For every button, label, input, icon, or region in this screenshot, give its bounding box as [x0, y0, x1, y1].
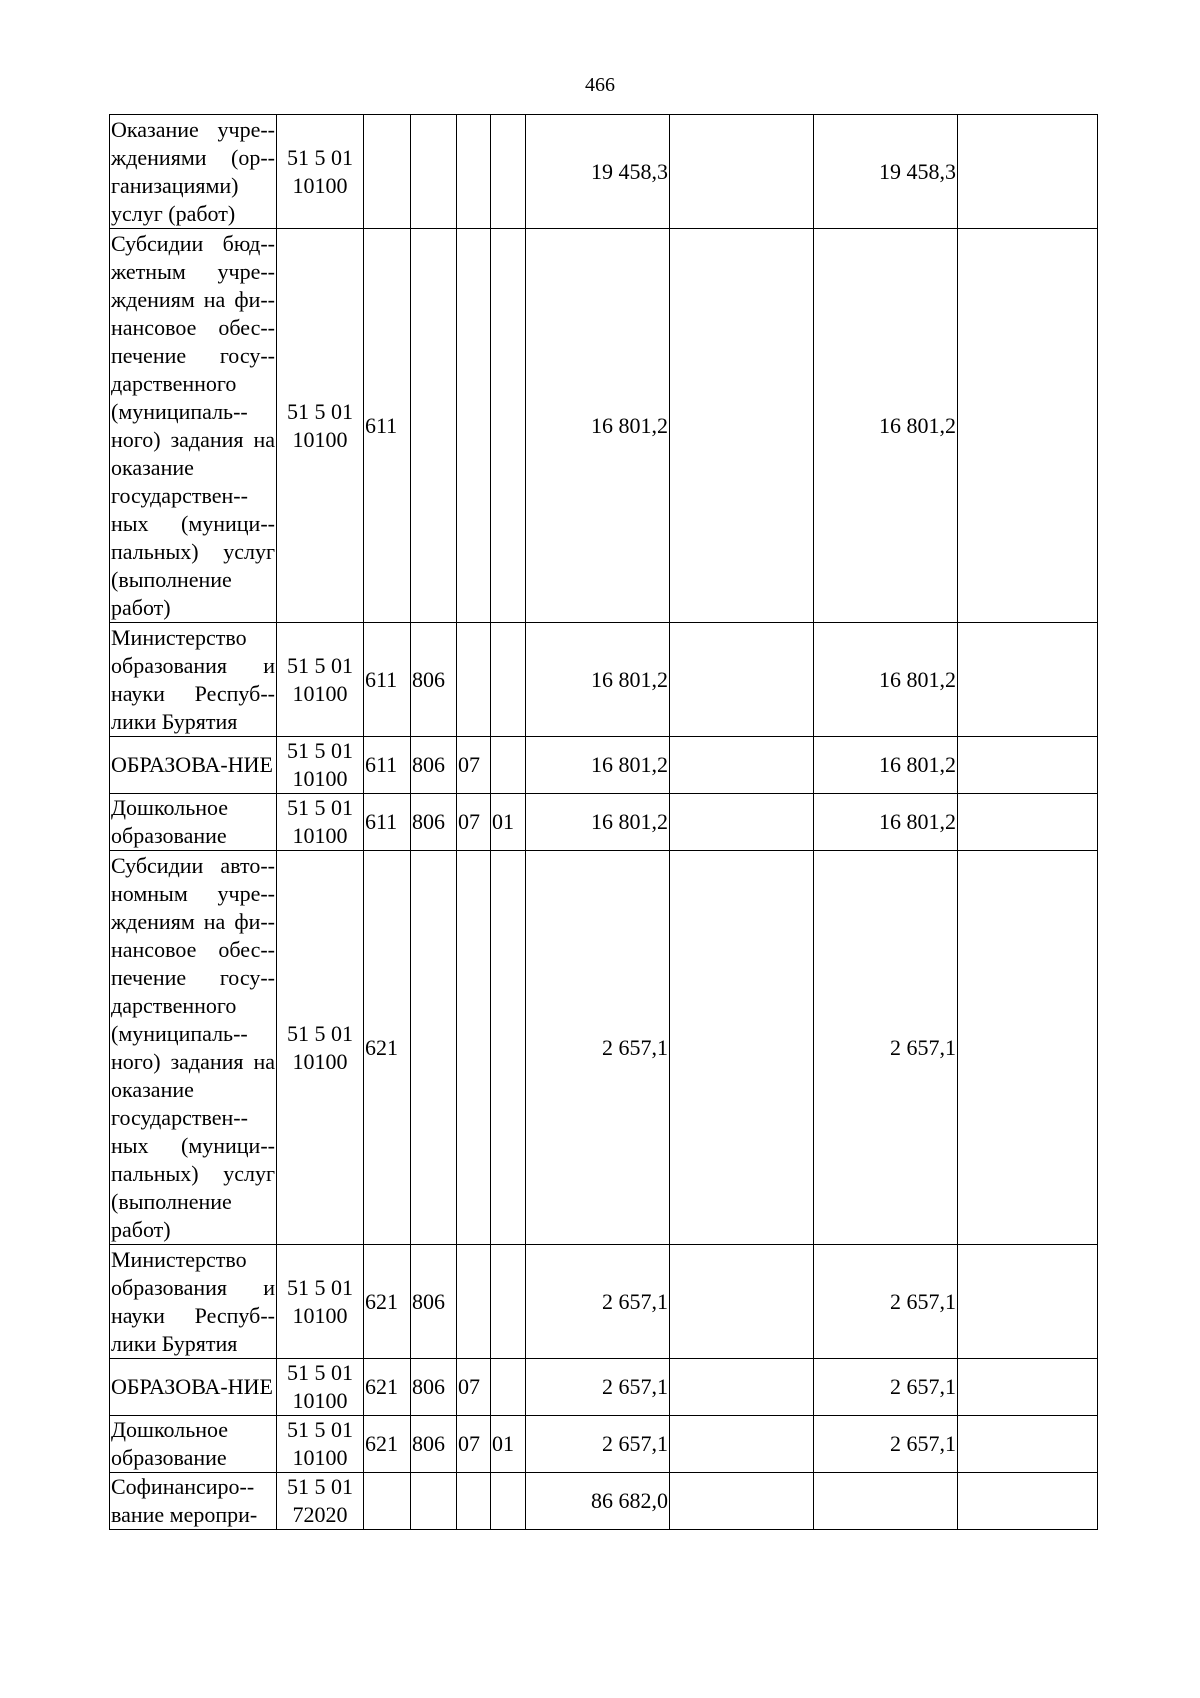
row-target-article: 51 5 01 10100	[277, 851, 364, 1245]
row-sum-1: 2 657,1	[526, 1245, 670, 1359]
table-row	[110, 1245, 1098, 1359]
row-name: Министерство образования и науки Респуб-лики Бурятия	[110, 623, 277, 737]
row-sum-4	[958, 1473, 1098, 1530]
row-admin-code: 806	[411, 1245, 457, 1359]
row-section: 07	[457, 794, 491, 851]
row-target-article: 51 5 01 72020	[277, 1473, 364, 1530]
row-sum-2	[670, 115, 814, 229]
row-sum-3: 2 657,1	[814, 1416, 958, 1473]
row-subsection: 01	[491, 794, 526, 851]
row-name: Субсидии бюд-жетным учре-ждениям на фи-нансовое обес-печение госу-дарственного (муниципаль-ного) задания на оказание государствен-ных (муници-пальных) услуг (выполнение работ)	[110, 229, 277, 623]
row-expense-type: 621	[364, 1245, 411, 1359]
row-sum-3: 16 801,2	[814, 737, 958, 794]
row-sum-2	[670, 1359, 814, 1416]
row-target-article: 51 5 01 10100	[277, 115, 364, 229]
row-sum-4	[958, 1359, 1098, 1416]
row-sum-4	[958, 623, 1098, 737]
row-subsection: 01	[491, 1416, 526, 1473]
row-name: Дошкольное образование	[110, 1416, 277, 1473]
row-target-article: 51 5 01 10100	[277, 737, 364, 794]
row-expense-type: 611	[364, 229, 411, 623]
row-name: Оказание учре-ждениями (ор-ганизациями) услуг (работ)	[110, 115, 277, 229]
table-row	[110, 851, 1098, 1245]
row-admin-code	[411, 1473, 457, 1530]
row-subsection	[491, 229, 526, 623]
row-sum-1: 16 801,2	[526, 794, 670, 851]
table-row	[110, 229, 1098, 623]
row-section	[457, 1245, 491, 1359]
row-target-article: 51 5 01 10100	[277, 1245, 364, 1359]
row-subsection	[491, 1473, 526, 1530]
row-sum-4	[958, 794, 1098, 851]
row-sum-1: 16 801,2	[526, 737, 670, 794]
row-sum-2	[670, 1473, 814, 1530]
row-sum-2	[670, 229, 814, 623]
row-expense-type: 621	[364, 851, 411, 1245]
table-row	[110, 115, 1098, 229]
row-expense-type: 621	[364, 1416, 411, 1473]
row-sum-1: 16 801,2	[526, 229, 670, 623]
page-number: 466	[585, 74, 615, 96]
row-name: Софинансиро-вание меропри-	[110, 1473, 277, 1530]
row-sum-2	[670, 737, 814, 794]
row-sum-3: 2 657,1	[814, 1359, 958, 1416]
table-row	[110, 1416, 1098, 1473]
row-sum-3: 16 801,2	[814, 794, 958, 851]
row-sum-1: 16 801,2	[526, 623, 670, 737]
row-target-article: 51 5 01 10100	[277, 794, 364, 851]
row-name: ОБРАЗОВА-НИЕ	[110, 1359, 277, 1416]
row-section	[457, 1473, 491, 1530]
row-sum-1: 19 458,3	[526, 115, 670, 229]
row-sum-1: 86 682,0	[526, 1473, 670, 1530]
row-sum-3: 16 801,2	[814, 623, 958, 737]
row-sum-4	[958, 851, 1098, 1245]
row-section: 07	[457, 1416, 491, 1473]
row-sum-3: 16 801,2	[814, 229, 958, 623]
row-expense-type	[364, 1473, 411, 1530]
row-subsection	[491, 851, 526, 1245]
row-target-article: 51 5 01 10100	[277, 229, 364, 623]
row-sum-4	[958, 1416, 1098, 1473]
row-admin-code	[411, 115, 457, 229]
row-expense-type	[364, 115, 411, 229]
row-sum-3: 19 458,3	[814, 115, 958, 229]
row-admin-code: 806	[411, 623, 457, 737]
row-admin-code	[411, 851, 457, 1245]
row-sum-1: 2 657,1	[526, 1359, 670, 1416]
row-section	[457, 229, 491, 623]
row-expense-type: 611	[364, 737, 411, 794]
row-expense-type: 611	[364, 623, 411, 737]
row-section	[457, 115, 491, 229]
row-sum-2	[670, 851, 814, 1245]
row-admin-code: 806	[411, 737, 457, 794]
row-section: 07	[457, 1359, 491, 1416]
row-subsection	[491, 623, 526, 737]
table-row	[110, 737, 1098, 794]
row-sum-1: 2 657,1	[526, 851, 670, 1245]
row-subsection	[491, 1245, 526, 1359]
row-subsection	[491, 737, 526, 794]
row-expense-type: 611	[364, 794, 411, 851]
table-row	[110, 623, 1098, 737]
row-section	[457, 851, 491, 1245]
row-sum-2	[670, 623, 814, 737]
row-name: Дошкольное образование	[110, 794, 277, 851]
row-subsection	[491, 115, 526, 229]
row-sum-4	[958, 737, 1098, 794]
row-sum-3: 2 657,1	[814, 1245, 958, 1359]
row-sum-3: 2 657,1	[814, 851, 958, 1245]
row-admin-code: 806	[411, 1359, 457, 1416]
row-target-article: 51 5 01 10100	[277, 1416, 364, 1473]
row-name: Министерство образования и науки Респуб-лики Бурятия	[110, 1245, 277, 1359]
row-target-article: 51 5 01 10100	[277, 1359, 364, 1416]
budget-table	[109, 114, 1098, 1530]
row-sum-2	[670, 1245, 814, 1359]
row-name: Субсидии авто-номным учре-ждениям на фи-нансовое обес-печение госу-дарственного (муниципаль-ного) задания на оказание государствен-ных (муници-пальных) услуг (выполнение работ)	[110, 851, 277, 1245]
table-row	[110, 1473, 1098, 1530]
row-expense-type: 621	[364, 1359, 411, 1416]
row-admin-code: 806	[411, 794, 457, 851]
row-sum-1: 2 657,1	[526, 1416, 670, 1473]
row-subsection	[491, 1359, 526, 1416]
row-sum-3	[814, 1473, 958, 1530]
row-sum-4	[958, 115, 1098, 229]
row-target-article: 51 5 01 10100	[277, 623, 364, 737]
row-sum-4	[958, 1245, 1098, 1359]
row-name: ОБРАЗОВА-НИЕ	[110, 737, 277, 794]
table-row	[110, 1359, 1098, 1416]
row-section: 07	[457, 737, 491, 794]
row-section	[457, 623, 491, 737]
row-admin-code: 806	[411, 1416, 457, 1473]
row-sum-2	[670, 794, 814, 851]
row-sum-2	[670, 1416, 814, 1473]
table-row	[110, 794, 1098, 851]
row-sum-4	[958, 229, 1098, 623]
row-admin-code	[411, 229, 457, 623]
